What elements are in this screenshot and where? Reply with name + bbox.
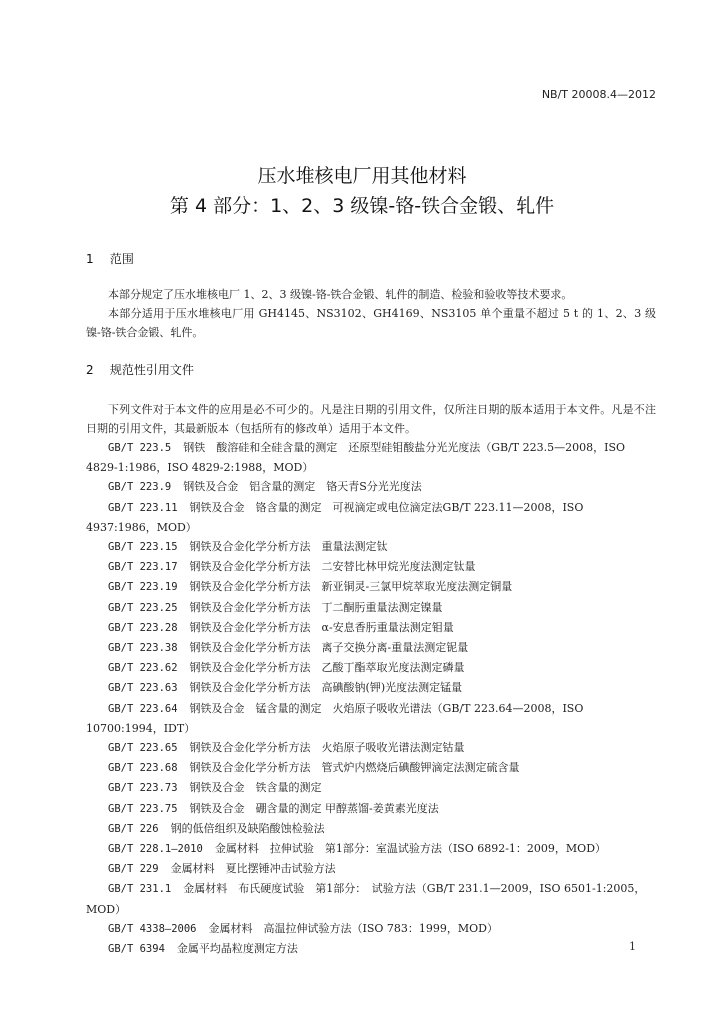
reference-item bbox=[86, 618, 656, 638]
reference-title: 钢铁及合金 铬含量的测定 可视滴定或电位滴定法GB/T 223.11—2008，ISO 4937:1986，MOD） bbox=[86, 500, 584, 534]
reference-title: 钢铁及合金化学分析方法 重量法测定钛 bbox=[189, 540, 388, 554]
document-subtitle: 第 4 部分：1、2、3 级镍-铬-铁合金锻、轧件 bbox=[169, 195, 555, 217]
reference-item bbox=[86, 537, 656, 557]
reference-item bbox=[86, 557, 656, 577]
reference-code: GB/T 229 bbox=[108, 863, 159, 876]
section-2-heading bbox=[86, 361, 194, 378]
reference-title: 钢铁及合金化学分析方法 乙酸丁酯萃取光度法测定磷量 bbox=[189, 661, 465, 675]
reference-title: 钢铁及合金化学分析方法 火焰原子吸收光谱法测定钴量 bbox=[189, 741, 465, 755]
reference-item bbox=[86, 699, 656, 738]
reference-title: 钢铁及合金 锰含量的测定 火焰原子吸收光谱法（GB/T 223.64—2008，ISO 10700:1994，IDT） bbox=[86, 701, 584, 735]
reference-code: GB/T 231.1 bbox=[108, 883, 172, 896]
reference-item bbox=[86, 819, 656, 839]
reference-item bbox=[86, 577, 656, 597]
reference-code: GB/T 223.63 bbox=[108, 682, 178, 695]
reference-title: 金属材料 拉伸试验 第1部分：室温试验方法（ISO 6892-1：2009，MOD） bbox=[214, 842, 607, 856]
reference-title: 钢铁及合金 硼含量的测定 甲醇蒸馏-姜黄素光度法 bbox=[189, 801, 439, 815]
reference-code: GB/T 223.17 bbox=[108, 561, 178, 574]
reference-item bbox=[86, 879, 656, 918]
reference-title: 钢铁及合金化学分析方法 高碘酸钠(钾)光度法测定锰量 bbox=[189, 681, 463, 695]
reference-code: GB/T 226 bbox=[108, 822, 159, 835]
section-title: 范围 bbox=[109, 252, 134, 266]
reference-title: 金属材料 夏比摆锤冲击试验方法 bbox=[170, 862, 336, 876]
reference-code: GB/T 223.9 bbox=[108, 481, 172, 494]
reference-item bbox=[86, 658, 656, 678]
reference-title: 金属材料 高温拉伸试验方法（ISO 783：1999，MOD） bbox=[208, 921, 499, 935]
reference-item bbox=[86, 919, 656, 939]
reference-code: GB/T 223.75 bbox=[108, 802, 178, 815]
reference-title: 钢铁 酸溶硅和全硅含量的测定 还原型硅钼酸盐分光光度法（GB/T 223.5—2008，ISO 4829-1:1986，ISO 4829-2:1988，MOD） bbox=[86, 441, 626, 475]
reference-code: GB/T 223.11 bbox=[108, 501, 178, 514]
reference-title: 钢铁及合金化学分析方法 离子交换分离-重量法测定铌量 bbox=[189, 641, 469, 655]
page-number: 1 bbox=[629, 940, 636, 953]
paragraph: 下列文件对于本文件的应用是必不可少的。凡是注日期的引用文件，仅所注日期的版本适用于本文件。凡是不注日期的引用文件，其最新版本（包括所有的修改单）适用于本文件。 bbox=[86, 403, 656, 435]
reference-title: 钢铁及合金 铝含量的测定 铬天青S分光光度法 bbox=[183, 480, 422, 494]
reference-title: 金属材料 布氏硬度试验 第1部分： 试验方法（GB/T 231.1—2009，ISO 6501-1:2005，MOD） bbox=[86, 882, 646, 916]
reference-title: 钢铁及合金化学分析方法 丁二酮肟重量法测定镍量 bbox=[189, 600, 443, 614]
reference-item bbox=[86, 738, 656, 758]
standard-code: NB/T 20008.4—2012 bbox=[541, 88, 656, 101]
reference-item bbox=[86, 678, 656, 698]
reference-item bbox=[86, 758, 656, 778]
reference-item bbox=[86, 598, 656, 618]
reference-title: 钢铁及合金化学分析方法 新亚铜灵-三氯甲烷萃取光度法测定铜量 bbox=[189, 580, 513, 594]
section-title: 规范性引用文件 bbox=[109, 363, 194, 377]
reference-item bbox=[86, 638, 656, 658]
reference-title: 钢铁及合金化学分析方法 α-安息香肟重量法测定钼量 bbox=[189, 620, 454, 634]
reference-item bbox=[86, 839, 656, 859]
reference-item bbox=[86, 859, 656, 879]
reference-code: GB/T 223.38 bbox=[108, 642, 178, 655]
reference-code: GB/T 223.64 bbox=[108, 702, 178, 715]
reference-code: GB/T 228.1—2010 bbox=[108, 843, 203, 856]
reference-item bbox=[86, 799, 656, 819]
reference-code: GB/T 223.28 bbox=[108, 621, 178, 634]
reference-code: GB/T 4338—2006 bbox=[108, 922, 197, 935]
reference-item bbox=[86, 778, 656, 798]
reference-title: 钢铁及合金化学分析方法 管式炉内燃烧后碘酸钾滴定法测定硫含量 bbox=[189, 761, 520, 775]
reference-code: GB/T 223.73 bbox=[108, 782, 178, 795]
reference-item bbox=[86, 477, 656, 497]
reference-item bbox=[86, 438, 656, 477]
reference-title: 钢的低倍组织及缺陷酸蚀检验法 bbox=[170, 821, 325, 835]
reference-code: GB/T 223.19 bbox=[108, 581, 178, 594]
reference-item bbox=[86, 498, 656, 537]
section-1-body bbox=[86, 285, 656, 342]
reference-code: GB/T 223.68 bbox=[108, 762, 178, 775]
reference-title: 金属平均晶粒度测定方法 bbox=[176, 942, 298, 956]
document-title: 压水堆核电厂用其他材料 bbox=[257, 165, 467, 187]
reference-code: GB/T 223.25 bbox=[108, 601, 178, 614]
section-2-body bbox=[86, 400, 656, 438]
reference-code: GB/T 6394 bbox=[108, 943, 165, 956]
section-1-heading bbox=[86, 250, 134, 267]
section-number: 2 bbox=[86, 363, 94, 377]
paragraph: 本部分适用于压水堆核电厂用 GH4145、NS3102、GH4169、NS3105 单个重量不超过 5 t 的 1、2、3 级镍-铬-铁合金锻、轧件。 bbox=[86, 307, 656, 339]
section-number: 1 bbox=[86, 252, 94, 266]
reference-title: 钢铁及合金 铁含量的测定 bbox=[189, 781, 322, 795]
reference-item bbox=[86, 939, 656, 959]
reference-list bbox=[86, 438, 656, 959]
reference-code: GB/T 223.5 bbox=[108, 442, 172, 454]
reference-code: GB/T 223.65 bbox=[108, 742, 178, 755]
reference-code: GB/T 223.15 bbox=[108, 541, 178, 554]
reference-code: GB/T 223.62 bbox=[108, 662, 178, 675]
reference-title: 钢铁及合金化学分析方法 二安替比林甲烷光度法测定钛量 bbox=[189, 560, 476, 574]
paragraph: 本部分规定了压水堆核电厂 1、2、3 级镍-铬-铁合金锻、轧件的制造、检验和验收等技术要求。 bbox=[108, 288, 573, 301]
